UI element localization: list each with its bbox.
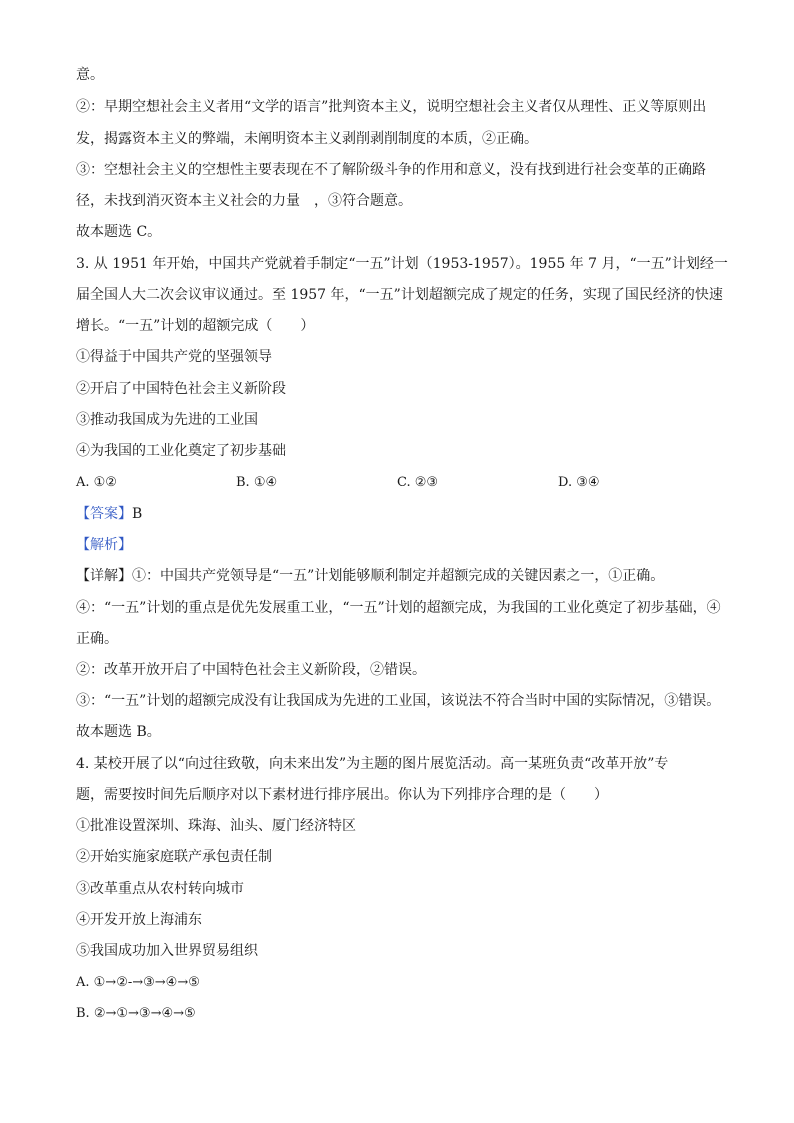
q3-answer-line <box>76 506 142 522</box>
q2-analysis-line-4: ③：空想社会主义的空想性主要表现在不了解阶级斗争的作用和意义，没有找到进行社会变革的正确路 <box>76 162 706 178</box>
answer-tag: 【答案】 <box>76 506 132 522</box>
q3-detail-line-2: ④：“一五”计划的重点是优先发展重工业，“一五”计划的超额完成，为我国的工业化奠定了初步基础，④ <box>76 600 721 616</box>
q3-item-2: ②开启了中国特色社会主义新阶段 <box>76 381 286 397</box>
q3-stem-line-1: 3. 从 1951 年开始，中国共产党就着手制定“一五”计划（1953-1957）。1955 年 7 月，“一五”计划经一 <box>76 256 728 272</box>
q4-item-3: ③改革重点从农村转向城市 <box>76 881 244 897</box>
q3-conclusion: 故本题选 B。 <box>76 724 161 740</box>
q4-option-a: A. ①→②-→③→④→⑤ <box>76 975 200 990</box>
q2-conclusion: 故本题选 C。 <box>76 224 162 240</box>
q4-item-1: ①批准设置深圳、珠海、汕头、厦门经济特区 <box>76 818 356 834</box>
analysis-tag: 【解析】 <box>76 537 132 553</box>
q3-answer-value: B <box>132 506 143 522</box>
q3-option-c: C. ②③ <box>397 475 439 490</box>
q4-option-b: B. ②→①→③→④→⑤ <box>76 1006 196 1021</box>
q2-analysis-line-3: 发，揭露资本主义的弊端，未阐明资本主义剥削剥削制度的本质，②正确。 <box>76 131 538 147</box>
q3-item-1: ①得益于中国共产党的坚强领导 <box>76 349 272 365</box>
q3-detail-line-3: 正确。 <box>76 631 118 647</box>
q4-item-4: ④开发开放上海浦东 <box>76 912 202 928</box>
q3-detail-line-5: ③：“一五”计划的超额完成没有让我国成为先进的工业国，该说法不符合当时中国的实际情况，③错误。 <box>76 693 721 709</box>
detail-tag: 【详解】 <box>76 568 132 584</box>
q4-item-5: ⑤我国成功加入世界贸易组织 <box>76 943 258 959</box>
q2-analysis-line-2: ②：早期空想社会主义者用“文学的语言”批判资本主义，说明空想社会主义者仅从理性、正义等原则出 <box>76 99 707 115</box>
q3-stem-line-3: 增长。“一五”计划的超额完成（ ） <box>76 318 315 334</box>
q4-stem-line-1: 4. 某校开展了以“向过往致敬，向未来出发”为主题的图片展览活动。高一某班负责“改革开放”专 <box>76 756 669 772</box>
q3-detail-line-1 <box>76 568 664 584</box>
q4-stem-line-2: 题，需要按时间先后顺序对以下素材进行排序展出。你认为下列排序合理的是（ ） <box>76 787 608 803</box>
q3-item-4: ④为我国的工业化奠定了初步基础 <box>76 443 286 459</box>
q2-analysis-line-5: 径，未找到消灭资本主义社会的力量 ，③符合题意。 <box>76 193 412 209</box>
q3-option-d: D. ③④ <box>558 475 600 490</box>
q3-option-b: B. ①④ <box>236 475 278 490</box>
q3-stem-line-2: 届全国人大二次会议审议通过。至 1957 年，“一五”计划超额完成了规定的任务，实现了国民经济的快速 <box>76 287 723 303</box>
q3-item-3: ③推动我国成为先进的工业国 <box>76 412 258 428</box>
q3-detail-text-1: ①：中国共产党领导是“一五”计划能够顺利制定并超额完成的关键因素之一，①正确。 <box>132 568 665 584</box>
q3-option-a: A. ①② <box>76 475 117 490</box>
q4-item-2: ②开始实施家庭联产承包责任制 <box>76 849 272 865</box>
q2-analysis-line-1: 意。 <box>76 67 104 83</box>
q3-detail-line-4: ②：改革开放开启了中国特色社会主义新阶段，②错误。 <box>76 662 426 678</box>
